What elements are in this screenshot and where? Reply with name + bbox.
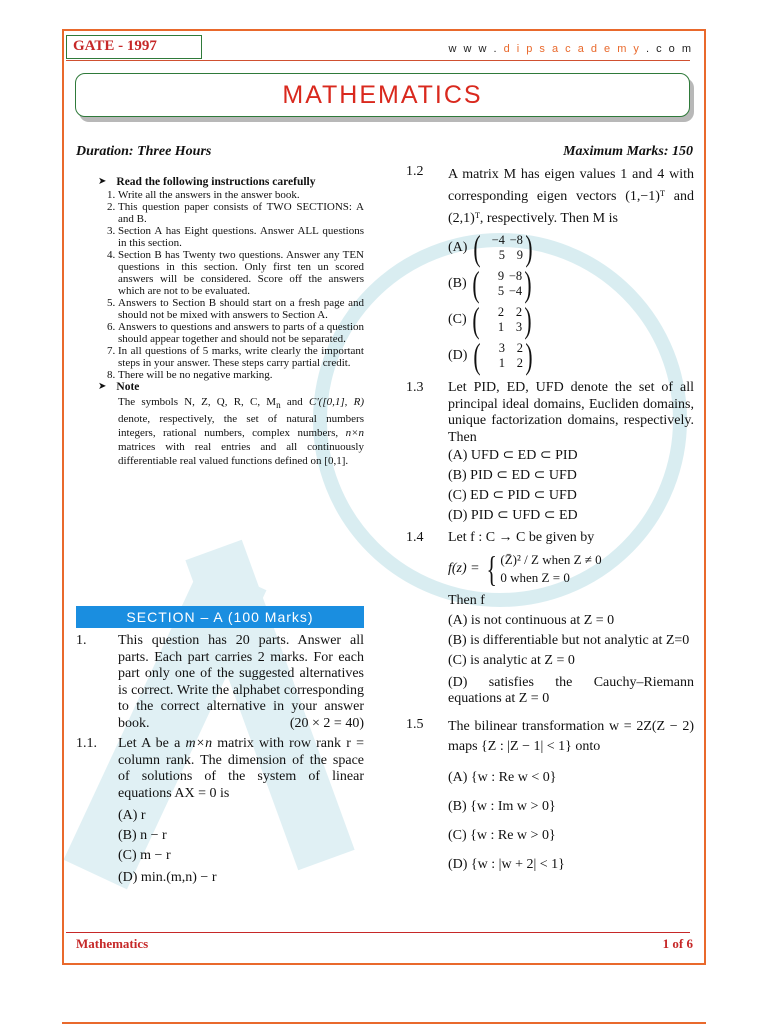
title-banner [75, 73, 690, 117]
exam-label: GATE - 1997 [66, 35, 202, 59]
site-url[interactable]: w w w . d i p s a c a d e m y . c o m [448, 43, 693, 55]
option-c: (C) {w : Re w > 0} [448, 827, 556, 843]
question-1-5: 1.5 The bilinear transformation w = 2Z(Z − 2) maps {Z : |Z − 1| < 1} onto [406, 716, 694, 754]
option-b: (B) {w : Im w > 0} [448, 798, 556, 814]
left-column [76, 176, 364, 468]
header-rule [66, 60, 690, 61]
option-b: (B) is differentiable but not analytic at Z=0 [448, 632, 690, 648]
list-item: 1. Write all the answers in the answer book. [118, 189, 364, 201]
option-b: (B) n − r [118, 828, 167, 843]
note-heading: ➤ Note [98, 381, 140, 393]
option-d: (D) PID ⊂ UFD ⊂ ED [448, 508, 578, 523]
max-marks: Maximum Marks: 150 [563, 144, 693, 159]
option-c: (C) m − r [118, 848, 171, 863]
page-title: MATHEMATICS [282, 81, 483, 109]
instructions-heading: ➤ Read the following instructions carefully [98, 176, 316, 188]
right-column [406, 164, 694, 879]
option-d: (D) ( 3 2 1 2 ) [406, 338, 694, 374]
list-item: 3. Section A has Eight questions. Answer ALL questions in this section. [118, 225, 364, 249]
option-b: (B) PID ⊂ ED ⊂ UFD [448, 468, 577, 483]
question-1-2: 1.2 A matrix M has eigen values 1 and 4 with corresponding eigen vectors (1,−1)ᵀ and (2,1)ᵀ, respectively. Then M is [406, 164, 694, 226]
arrow-bullet-icon: ➤ [98, 381, 107, 392]
option-a: (A) ( −4 −8 5 9 ) [406, 230, 694, 266]
page-number: 1 of 6 [662, 936, 693, 951]
option-a: (A) is not continuous at Z = 0 [448, 612, 615, 628]
option-d: (D) min.(m,n) − r [118, 870, 217, 885]
option-c: (C) ( 2 2 1 3 ) [406, 302, 694, 338]
list-item: 5. Answers to Section B should start on a fresh page and should not be mixed with answers to Section A. [118, 297, 364, 321]
option-a: (A) {w : Re w < 0} [448, 769, 557, 785]
question-1: 1. This question has 20 parts. Answer all parts. Each part carries 2 marks. For each part only one of the suggested alternatives is correct. Write the alphabet corresponding to the correct alternative in your answer book. (20 × 2 = 40) [76, 633, 364, 731]
option-a: (A) UFD ⊂ ED ⊂ PID [448, 448, 578, 463]
then-f: Then f [448, 592, 485, 608]
matrix: ( 2 2 1 3 ) [472, 300, 532, 340]
note-text: The symbols N, Z, Q, R, C, $M_n$ and C'([0,1], R) denote, respectively, the set of natural numbers integers, rational numbers, complex numbers, n×n matrices with real entries and all continuously differentiable real valued functions defined on [0,1]. [118, 396, 364, 468]
matrix: ( −4 −8 5 9 ) [473, 228, 533, 268]
instructions-list [76, 189, 364, 381]
matrix: ( 9 −8 5 −4 ) [472, 264, 532, 304]
question-1-1: 1.1. Let A be a m×n matrix with row rank r = column rank. The dimension of the space of solutions of the system of linear equations AX = 0 is [76, 736, 365, 801]
matrix: ( 3 2 1 2 ) [473, 336, 533, 376]
list-item: 7. In all questions of 5 marks, write clearly the important steps in your answer. These steps carry partial credit. [118, 345, 364, 369]
footer-subject: Mathematics [76, 936, 149, 951]
arrow-bullet-icon: ➤ [98, 176, 107, 187]
function-definition: f(z) = { (Z̄)² / Z when Z ≠ 0 0 when Z = 0 [448, 548, 602, 589]
footer-rule [66, 932, 690, 933]
option-b: (B) ( 9 −8 5 −4 ) [406, 266, 694, 302]
list-item: 2. This question paper consists of TWO SECTIONS: A and B. [118, 201, 364, 225]
list-item: 4. Section B has Twenty two questions. Answer any TEN questions in this section. Only first ten un scored answers will be considered. Score off the answers which are not to be evaluated. [118, 249, 364, 297]
option-a: (A) r [118, 808, 146, 823]
left-questions [76, 633, 364, 888]
list-item: 6. Answers to questions and answers to parts of a question should appear together and should not be separated. [118, 321, 364, 345]
section-a-heading: SECTION – A (100 Marks) [76, 606, 364, 628]
option-d: (D) {w : |w + 2| < 1} [448, 856, 565, 872]
option-c: (C) is analytic at Z = 0 [448, 652, 575, 668]
question-1-4: 1.4 Let f : C → C be given by [406, 530, 595, 545]
list-item: 8. There will be no negative marking. [118, 369, 364, 381]
option-c: (C) ED ⊂ PID ⊂ UFD [448, 488, 577, 503]
duration: Duration: Three Hours [76, 144, 212, 159]
question-1-3: 1.3 Let PID, ED, UFD denote the set of all principal ideal domains, Eucliden domains, unique factorization domains, respectively. Then [406, 380, 694, 445]
option-d: (D) satisfies the Cauchy–Riemann equations at Z = 0 [448, 674, 694, 706]
